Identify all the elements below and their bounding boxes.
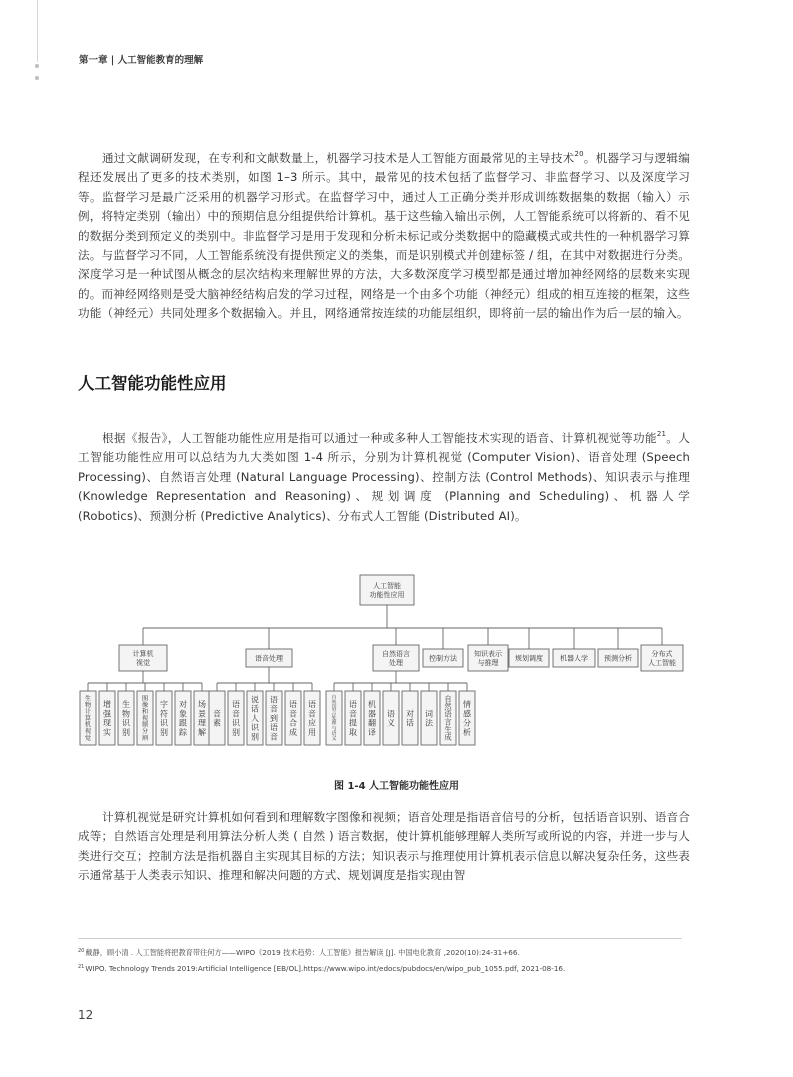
leaf-label-nlp: 词法: [425, 709, 433, 728]
leaf-label-cv: 场景理解: [198, 699, 206, 738]
footnote-ref-20[interactable]: 20: [574, 150, 584, 158]
root-label-line: 人工智能: [373, 581, 401, 590]
category-label-kr-line: 与推理: [477, 658, 499, 667]
footnote-20-text: 戴静，顾小清 . 人工智能将把教育带往何方——WIPO《2019 技术趋势：人工智能》报告解读 [J]. 中国电化教育 ,2020(10):24-31+66.: [85, 948, 520, 957]
category-label-predictive-line: 预测分析: [604, 654, 632, 663]
figure-caption: 图 1-4 人工智能功能性应用: [333, 781, 460, 792]
leaf-label-nlp: 情感分析: [463, 699, 471, 738]
category-label-planning-line: 规划调度: [515, 654, 543, 663]
footnote-21-number: 21: [78, 964, 85, 970]
category-label-kr-line: 知识表示: [474, 649, 502, 658]
leaf-label-nlp: 语音提取: [349, 699, 357, 738]
leaf-label-cv: 生物识别: [122, 699, 130, 738]
leaf-label-speech: 语音应用: [308, 699, 316, 738]
leaf-label-speech: 语音识别: [232, 699, 240, 738]
category-label-nlp-line: 处理: [389, 658, 403, 667]
leaf-label-speech: 语音合成: [289, 699, 297, 738]
footnote-21-text: WIPO. Technology Trends 2019:Artificial Intelligence [EB/OL].https://www.wipo.int/edocs/pubdocs/en/wipo_pub_1055.pdf, 2021-08-16.: [85, 964, 566, 973]
category-label-nlp-line: 自然语言: [382, 649, 410, 658]
footnote-rule: [78, 938, 682, 939]
leaf-label-nlp: 对话: [406, 709, 414, 728]
leaf-label-cv: 对象跟踪: [179, 699, 187, 738]
footnote-ref-21[interactable]: 21: [656, 430, 667, 438]
para1-text-start: 通过文献调研发现，在专利和文献数量上，机器学习技术是人工智能方面最常见的主导技术: [102, 151, 575, 165]
category-label-control-line: 控制方法: [429, 654, 457, 663]
section-title: 人工智能功能性应用: [78, 374, 227, 393]
root-label-line: 功能性应用: [369, 590, 405, 599]
page-number: 12: [78, 1008, 94, 1022]
category-label-robotics-line: 机器人学: [560, 654, 588, 663]
para2-text-start: 根据《报告》，人工智能功能性应用是指可以通过一种或多种人工智能技术实现的语音、计算机视觉等功能: [102, 431, 657, 445]
paragraph-explanations: 计算机视觉是研究计算机如何看到和理解数字图像和视频；语音处理是指语音信号的分析，包括语音识别、语音合成等；自然语言处理是利用算法分析人类 ( 自然 ) 语言数据，使计算机能够理解人类所写或所说的内容，并进一步与人类进行交互；控制方法是指机器自主实现其目标的方法；知识表示与推理使用计算机表示信息以解决复杂任务，这些表示通常基于人类表示知识、推理和解决问题的方式、规划调度是指实现由智: [78, 810, 690, 883]
footnote-21: [78, 963, 698, 974]
leaf-label-cv: 增强现实: [103, 699, 111, 738]
leaf-label-nlp: 自然语言处理与语义: [331, 695, 337, 743]
leaf-label-cv: 图像和视频分割: [141, 695, 149, 742]
leaf-label-cv: 字符识别: [160, 699, 168, 738]
category-label-cv-line: 计算机: [132, 649, 154, 658]
leaf-label-speech: 音素: [213, 709, 221, 728]
leaf-label-nlp: 自然语言生成: [444, 694, 452, 742]
running-head: 第一章 | 人工智能教育的理解: [79, 55, 204, 66]
para2-text-end: 。人工智能功能性应用可以总结为九大类如图 1-4 所示，分别为计算机视觉 (Computer Vision)、语音处理 (Speech Processing)、自然语言处理 (Natural Language Processing)、控制方法 (Control Methods)、知识表示与推理 (Knowledge Representation and Reasoning)、规划调度 (Planning and Scheduling)、机器人学 (Robotics)、预测分析 (Predictive Analytics)、分布式人工智能 (Distributed AI)。: [78, 431, 690, 523]
category-label-cv-line: 视觉: [136, 658, 150, 667]
footnote-20: [78, 947, 698, 958]
leaf-label-speech: 语音到语音: [270, 695, 278, 742]
category-label-dai-line: 分布式: [651, 649, 673, 658]
leaf-label-cv: 生物计算机视觉: [84, 695, 92, 742]
leaf-label-speech: 说话人识别: [251, 695, 259, 742]
footnote-20-number: 20: [78, 948, 85, 954]
category-label-speech-line: 语音处理: [255, 654, 283, 663]
para1-text-end: 。机器学习与逻辑编程还发展出了更多的技术类别，如图 1–3 所示。其中，最常见的技术包括了监督学习、非监督学习、以及深度学习等。监督学习是最广泛采用的机器学习形式。在监督学习中，通过人工正确分类并形成训练数据集的数据（输入）示例，将特定类别（输出）中的预期信息分组提供给计算机。基于这些输入输出示例，人工智能系统可以将新的、看不见的数据分类到预定义的类别中。非监督学习是用于发现和分析未标记或分类数据中的隐藏模式或共性的一种机器学习算法。与监督学习不同，人工智能系统没有提供预定义的类集，而是识别模式并创建标签 / 组，在其中对数据进行分类。深度学习是一种试图从概念的层次结构来理解世界的方法，大多数深度学习模型都是通过增加神经网络的层数来实现的。而神经网络则是受大脑神经结构启发的学习过程，网络是一个由多个功能（神经元）组成的相互连接的框架，这些功能（神经元）共同处理多个数据输入。并且，网络通常按连续的功能层组织，即将前一层的输出作为后一层的输入。: [78, 151, 690, 321]
leaf-label-nlp: 语义: [387, 709, 395, 728]
category-label-dai-line: 人工智能: [648, 658, 676, 667]
leaf-label-nlp: 机器翻译: [368, 699, 376, 738]
